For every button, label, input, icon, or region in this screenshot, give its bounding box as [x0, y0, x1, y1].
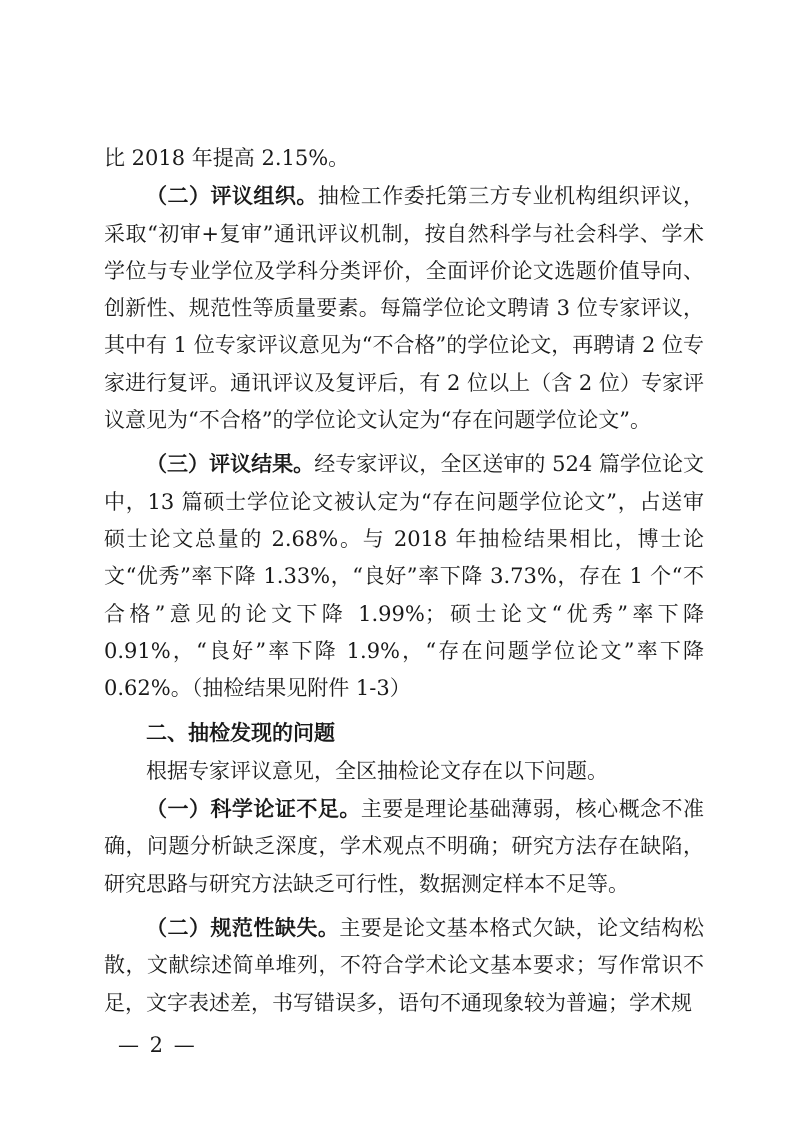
- paragraph-lead: （二）规范性缺失。: [146, 914, 340, 940]
- paragraph-review-organization: [104, 177, 704, 439]
- paragraph-text: 抽检工作委托第三方专业机构组织评议，采取“初审+复审”通讯评议机制，按自然科学与社会科学、学术学位与专业学位及学科分类评价，全面评价论文选题价值导向、创新性、规范性等质量要素。每篇学位论文聘请 3 位专家评议，其中有 1 位专家评议意见为“不合格”的学位论文，再聘请 2 位专家进行复评。通讯评议及复评后，有 2 位以上（含 2 位）专家评议意见为“不合格”的学位论文认定为“存在问题学位论文”。: [104, 184, 705, 433]
- paragraph-lead: （三）评议结果。: [146, 451, 315, 477]
- paragraph-scientific-argument: [104, 790, 704, 903]
- document-body: [104, 140, 704, 1022]
- paragraph-text: 主要是论文基本格式欠缺，论文结构松散，文献综述简单堆列，不符合学术论文基本要求；写作常识不足，文字表述差，书写错误多，语句不通现象较为普遍；学术规: [104, 915, 705, 1015]
- paragraph-text: 主要是理论基础薄弱，核心概念不准确，问题分析缺乏深度，学术观点不明确；研究方法存在缺陷，研究思路与研究方法缺乏可行性，数据测定样本不足等。: [104, 797, 705, 896]
- paragraph-normativity: [104, 909, 704, 1022]
- paragraph-text: 经专家评议，全区送审的 524 篇学位论文中，13 篇硕士学位论文被认定为“存在问题学位论文”，占送审硕士论文总量的 2.68%。与 2018 年抽检结果相比，博士论文“优秀”率下降 1.33%，“良好”率下降 3.73%，存在 1 个“不合格”意见的论文下降 1.99%；硕士论文“优秀”率下降 0.91%，“良好”率下降 1.9%，“存在问题学位论文”率下降 0.62%。（抽检结果见附件 1-3）: [104, 452, 705, 701]
- page-number: — 2 —: [118, 1033, 197, 1057]
- paragraph-lead: （二）评议组织。: [146, 183, 318, 209]
- section-heading: 二、抽检发现的问题: [146, 721, 335, 746]
- paragraph-continuation: 比 2018 年提高 2.15%。: [104, 146, 350, 170]
- paragraph-lead: （一）科学论证不足。: [146, 796, 361, 822]
- paragraph-review-results: [104, 445, 704, 707]
- paragraph-intro: 根据专家评议意见，全区抽检论文存在以下问题。: [146, 758, 608, 783]
